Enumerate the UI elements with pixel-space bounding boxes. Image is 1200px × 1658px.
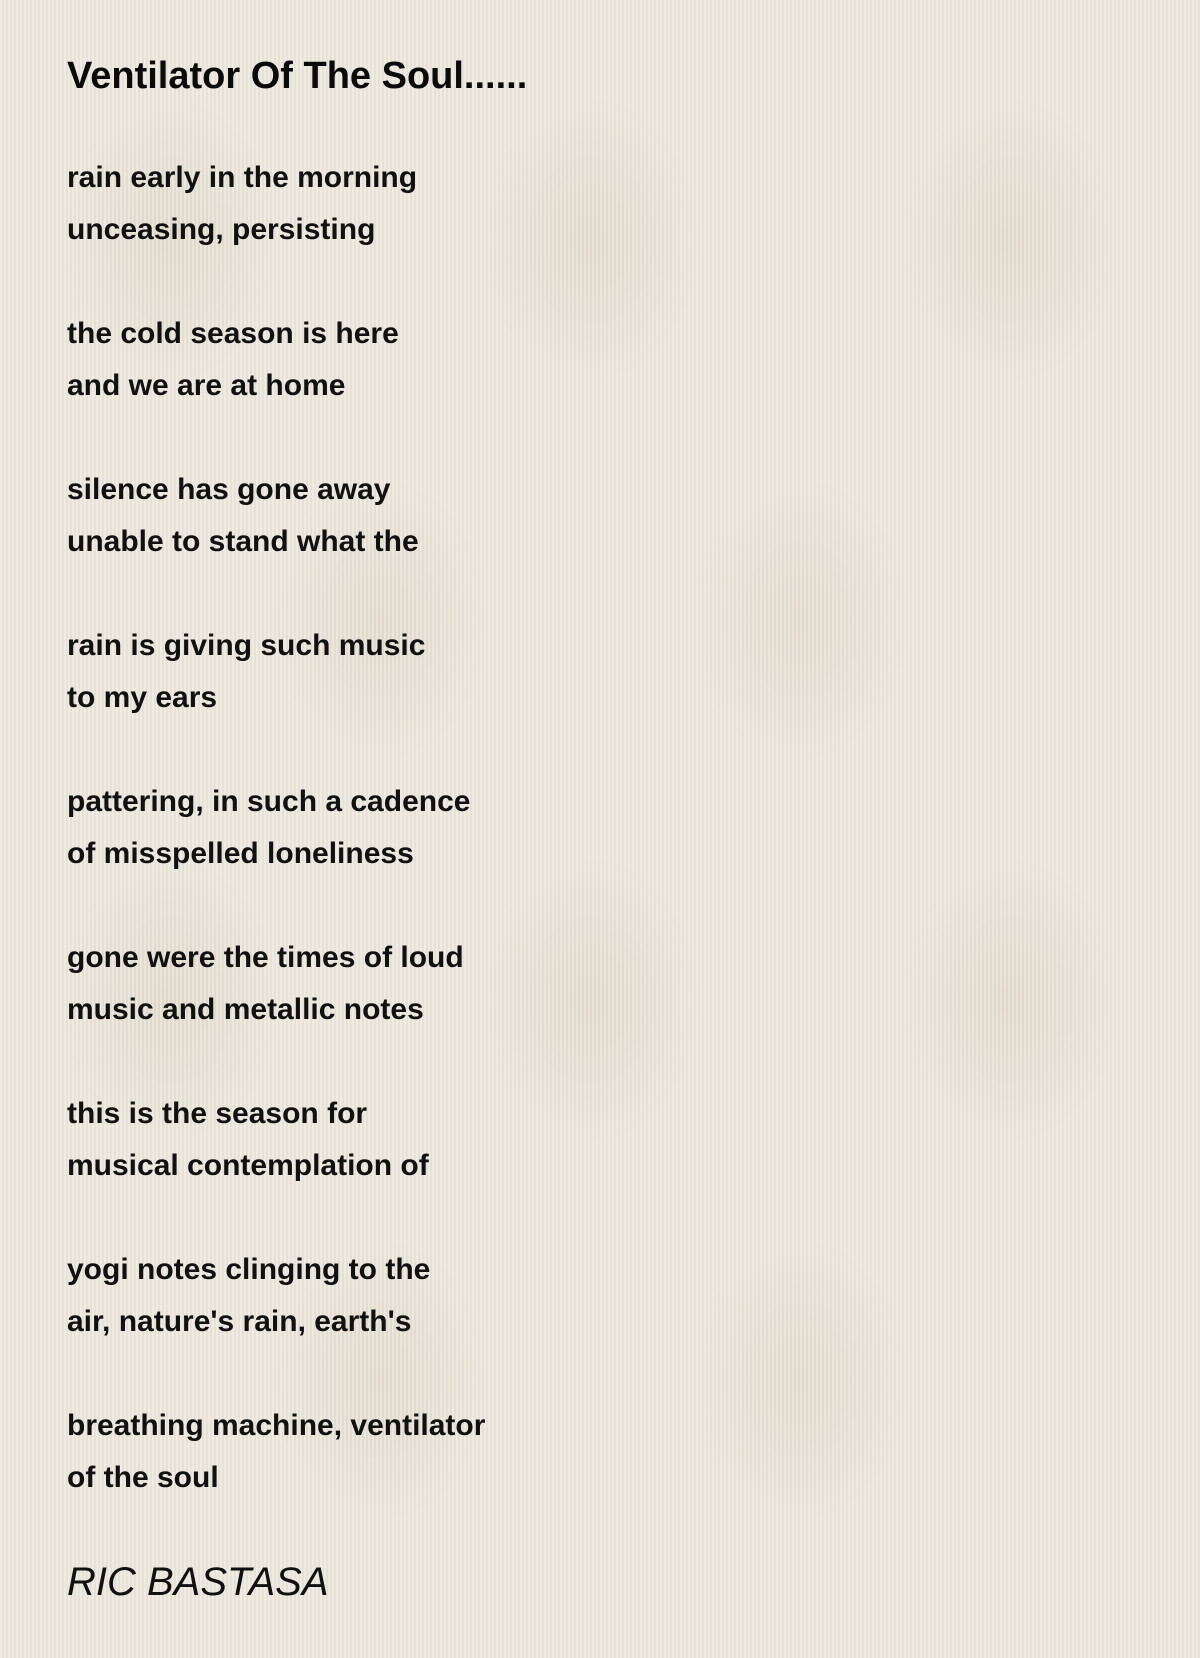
poem-line: of misspelled loneliness — [67, 837, 414, 870]
poem-title: Ventilator Of The Soul...... — [67, 55, 528, 97]
poem-line: breathing machine, ventilator — [67, 1409, 486, 1442]
stanza — [67, 776, 1147, 880]
poem-line: gone were the times of loud — [67, 941, 464, 974]
poem-line: air, nature's rain, earth's — [67, 1305, 412, 1338]
poem-line: silence has gone away — [67, 473, 391, 506]
stanza — [67, 1400, 1147, 1504]
stanza — [67, 620, 1147, 724]
poem-line: yogi notes clinging to the — [67, 1253, 431, 1286]
stanza — [67, 1088, 1147, 1192]
stanza — [67, 464, 1147, 568]
stanza — [67, 152, 1147, 256]
stanza — [67, 308, 1147, 412]
poem-line: rain is giving such music — [67, 629, 426, 662]
poem-body — [67, 152, 1147, 1504]
poem-line: pattering, in such a cadence — [67, 785, 471, 818]
poem-line: the cold season is here — [67, 317, 399, 350]
stanza — [67, 1244, 1147, 1348]
poem-line: unable to stand what the — [67, 525, 419, 558]
poem-author: RIC BASTASA — [67, 1560, 329, 1604]
poem-line: of the soul — [67, 1461, 219, 1494]
poem-line: music and metallic notes — [67, 993, 424, 1026]
poem-line: unceasing, persisting — [67, 213, 376, 246]
poem-line: musical contemplation of — [67, 1149, 429, 1182]
poem-line: this is the season for — [67, 1097, 368, 1130]
poem-card — [67, 52, 1147, 1608]
poem-line: and we are at home — [67, 369, 346, 402]
poem-line: rain early in the morning — [67, 161, 418, 194]
stanza — [67, 932, 1147, 1036]
poem-line: to my ears — [67, 681, 218, 714]
